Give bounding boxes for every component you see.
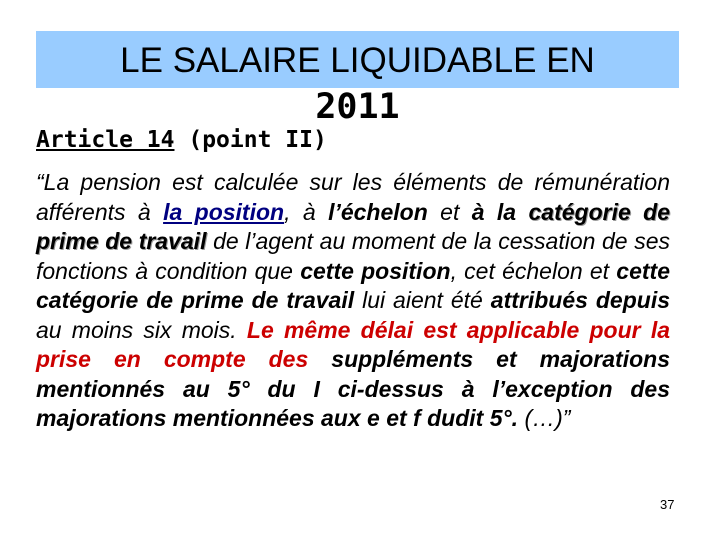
article-number: Article 14: [36, 127, 175, 153]
quote-part: et: [427, 198, 472, 225]
quote-part-highlight: la position: [163, 198, 285, 225]
quote-part-embossed: catégorie de prime de travail: [36, 198, 670, 254]
quote-part-bold: cette catégorie de prime de travail: [36, 257, 670, 313]
quote-part-red: Le même délai est applicable pour la prise en compte des: [36, 316, 670, 372]
quote-part: lui aient été: [354, 287, 491, 313]
title-main: LE SALAIRE LIQUIDABLE EN: [120, 41, 595, 80]
quote-part-bold: à la: [471, 198, 529, 225]
slide-title: [36, 38, 679, 130]
quote-part: [308, 346, 331, 372]
quote-part: , cet échelon et: [450, 257, 617, 284]
title-year: 2011: [315, 87, 400, 127]
page-number: 37: [660, 497, 675, 512]
quote-part: “La pension est calculée sur les éléments de rémunération afférents à: [36, 169, 670, 225]
quote-part-bold: attribués depuis: [490, 287, 670, 313]
quote-part: , à: [284, 198, 329, 225]
quote-part: au moins six mois.: [36, 316, 247, 343]
article-quote: [36, 168, 670, 434]
article-heading: [36, 126, 327, 154]
quote-part-bold: l’échelon: [328, 198, 428, 225]
quote-part: (…)”: [518, 405, 571, 431]
article-point: (point II): [188, 127, 327, 153]
quote-part-bold: cette position: [300, 257, 451, 284]
quote-part-bold: suppléments et majorations mentionnés au 5° du I ci-dessus à l’exception des majorations mentionnées aux e et f dudit 5°.: [36, 346, 670, 431]
quote-part: de l’agent au moment de la cessation de ses fonctions à condition que: [36, 228, 670, 284]
